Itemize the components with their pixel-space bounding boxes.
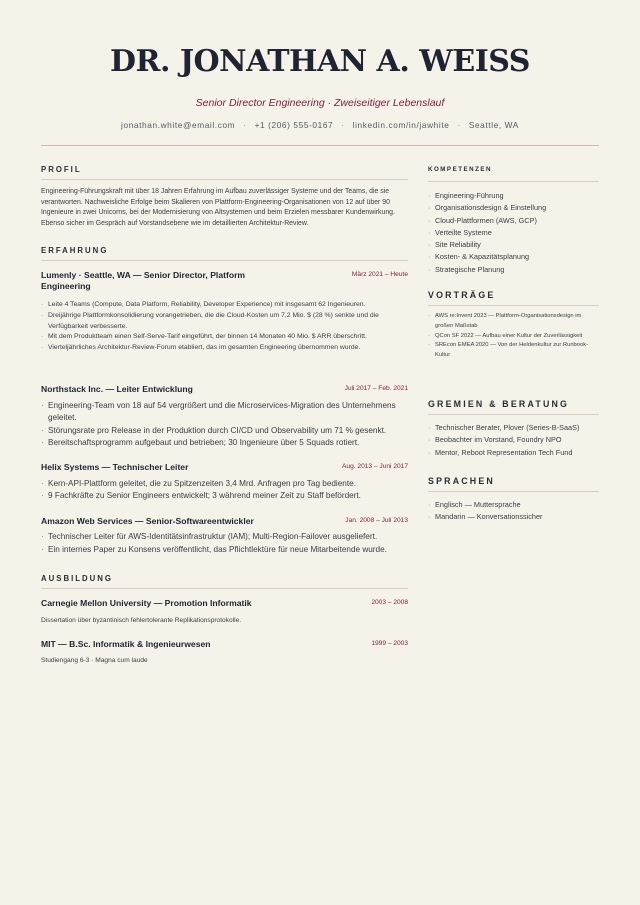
section-title: GREMIEN & BERATUNG [428, 399, 570, 410]
separator: · [457, 120, 461, 130]
section-divider [428, 491, 599, 492]
job-date: Aug. 2013 – Juni 2017 [342, 463, 408, 471]
separator: · [341, 120, 345, 130]
bullet-item: · Engineering-Team von 18 auf 54 vergrößert und die Microservices-Migration des Unternehmens geleitet. [41, 400, 408, 425]
language-item: · Englisch — Muttersprache [428, 499, 599, 511]
skills-list [428, 190, 599, 276]
job-title: Helix Systems — Technischer Leiter [41, 462, 189, 473]
languages-section [428, 476, 599, 524]
job-entry [41, 384, 408, 449]
talk-item: · QCon SF 2022 — Aufbau einer Kultur der Zuverlässigkeit [428, 332, 599, 342]
skill-item: · Verteilte Systeme [428, 227, 599, 239]
section-divider [41, 588, 408, 589]
job-bullets [41, 400, 408, 450]
main-column [41, 164, 408, 666]
bullet-item: · Bereitschaftsprogramm aufgebaut und betrieben; 30 Ingenieure über 5 Squads rotiert. [41, 437, 408, 449]
skill-item: · Strategische Planung [428, 264, 599, 276]
sidebar-column [428, 164, 599, 524]
bullet-item: · Vierteljährliches Architektur-Review-Forum etabliert, das im gesamten Engineering übernommen wurde. [41, 343, 408, 354]
skill-item: · Organisationsdesign & Einstellung [428, 202, 599, 214]
contact-line [0, 119, 640, 131]
job-entry [41, 462, 408, 502]
education-note: Studiengang 6-3 · Magna cum laude [41, 657, 148, 665]
bullet-item: · Störungsrate pro Release in der Produktion durch CI/CD und Observability um 71 % gesenkt. [41, 425, 408, 437]
education-entry [41, 598, 408, 626]
degree-title: Carnegie Mellon University — Promotion Informatik [41, 598, 252, 609]
talks-list [428, 312, 599, 361]
skills-section [428, 164, 599, 276]
skill-item: · Engineering-Führung [428, 190, 599, 202]
bullet-item: · Ein internes Paper zu Konsens veröffentlicht, das Pflichtlektüre für neue Mitarbeitende wurde. [41, 544, 408, 556]
section-divider [428, 181, 599, 182]
board-item: · Beobachter im Vorstand, Foundry NPO [428, 434, 599, 446]
language-item: · Mandarin — Konversationssicher [428, 511, 599, 523]
section-divider [428, 414, 599, 415]
separator: · [243, 120, 247, 130]
job-date: März 2021 – Heute [351, 271, 408, 279]
job-bullets [41, 531, 408, 556]
bullet-item: · Leite 4 Teams (Compute, Data Platform, Reliability, Developer Experience) mit insgesamt 62 Ingenieuren. [41, 300, 408, 311]
section-title: KOMPETENZEN [428, 166, 492, 173]
header [0, 40, 640, 131]
section-divider [428, 305, 599, 306]
education-date: 2003 – 2008 [371, 599, 408, 607]
talks-section [428, 290, 599, 361]
skill-item: · Cloud-Plattformen (AWS, GCP) [428, 215, 599, 227]
job-bullets [41, 478, 408, 503]
section-title: VORTRÄGE [428, 290, 496, 301]
job-title: Amazon Web Services — Senior-Softwareentwickler [41, 515, 254, 526]
job-entry [41, 270, 408, 353]
profile-section [41, 164, 408, 229]
section-divider [41, 260, 408, 261]
location: Seattle, WA [468, 120, 519, 130]
job-date: Jan. 2008 – Juli 2013 [345, 516, 408, 524]
section-divider [41, 179, 408, 180]
education-date: 1999 – 2003 [371, 639, 408, 647]
skill-item: · Kosten- & Kapazitätsplanung [428, 251, 599, 263]
skill-item: · Site Reliability [428, 239, 599, 251]
education-section [41, 573, 408, 666]
subtitle: Senior Director Engineering · Zweiseitiger Lebenslauf [195, 97, 445, 109]
boards-section [428, 399, 599, 459]
talk-item: · AWS re:Invent 2023 — Plattform-Organisationsdesign im großen Maßstab [428, 312, 599, 332]
section-title: AUSBILDUNG [41, 574, 113, 584]
boards-list [428, 422, 599, 459]
email-link[interactable]: jonathan.white@email.com [121, 120, 236, 130]
job-title: Lumenly · Seattle, WA — Senior Director, Platform Engineering [41, 270, 246, 291]
bullet-item: · 9 Fachkräfte zu Senior Engineers entwickelt; 3 während meiner Zeit zu Staff befördert. [41, 490, 408, 502]
job-date: Juli 2017 – Feb. 2021 [344, 385, 408, 393]
job-title: Northstack Inc. — Leiter Entwicklung [41, 384, 193, 395]
header-divider [41, 145, 599, 146]
job-bullets [41, 300, 408, 353]
bullet-item: · Technischer Leiter für AWS-Identitätsinfrastruktur (IAM); Multi-Region-Failover ausgeliefert. [41, 531, 408, 543]
job-entry [41, 516, 408, 556]
phone-number: +1 (206) 555-0167 [254, 120, 334, 130]
experience-section [41, 245, 408, 556]
candidate-name: DR. JONATHAN A. WEISS [110, 44, 530, 79]
board-item: · Technischer Berater, Plover (Series-B-SaaS) [428, 422, 599, 434]
languages-list [428, 499, 599, 524]
bullet-item: · Kern-API-Plattform geleitet, die zu Spitzenzeiten 3,4 Mrd. Anfragen pro Tag bediente. [41, 478, 408, 490]
education-entry [41, 639, 408, 667]
section-title: PROFIL [41, 165, 82, 174]
bullet-item: · Mit dem Produktteam einen Self-Serve-Tarif eingeführt, der binnen 14 Monaten 40 Mio. $ ARR überschritt. [41, 332, 408, 343]
section-title: ERFAHRUNG [41, 246, 109, 256]
bullet-item: · Dreijährige Plattformkonsolidierung vorangetrieben, die die Cloud-Kosten um 7,2 Mio. $ (28 %) senkte und die Verfügbarkeit verbesserte. [41, 311, 408, 332]
section-title: SPRACHEN [428, 475, 495, 486]
profile-text: Engineering-Führungskraft mit über 18 Jahren Erfahrung im Aufbau zuverlässiger Systeme und der Teams, die sie verantworten. Nachweisliche Erfolge beim Skalieren von Plattform-Engineering-Organisationen von 12 auf über 90 Ingenieure in zwei Unicorns, bei der Modernisierung von Altsystemen und beim Erzielen messbarer Kundenwirkung. Ebenso sicher im Gespräch auf Vorstandsebene wie im detaillierten Architektur-Review. [41, 188, 395, 227]
linkedin-link[interactable]: linkedin.com/in/jawhite [352, 120, 450, 130]
talk-item: · SREcon EMEA 2020 — Von der Heldenkultur zur Runbook-Kultur [428, 341, 599, 361]
degree-title: MIT — B.Sc. Informatik & Ingenieurwesen [41, 638, 211, 649]
board-item: · Mentor, Reboot Representation Tech Fund [428, 447, 599, 459]
education-note: Dissertation über byzantinisch fehlertolerante Replikationsprotokolle. [41, 616, 242, 624]
